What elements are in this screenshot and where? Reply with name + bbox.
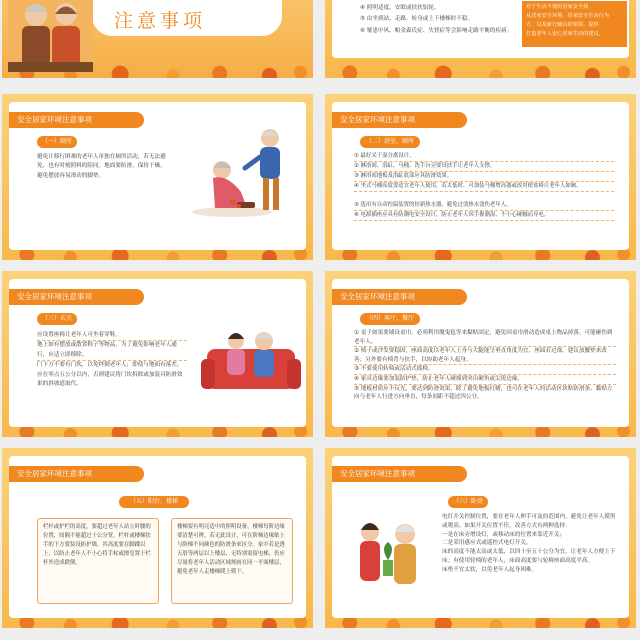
elderly-couple-photo [8,0,93,72]
slide-4-card [332,102,629,250]
side-line-3: 方，以及新行辅具的要领、提供 [526,22,599,28]
living-item-2: ② 椅子或沙发要稳固，座面高度以老年人上身与大腿能呈垂直角度为宜，座面若过深，建议放腰垫来改善；另外要有椅背与扶手，以协助老年人起身。 [354,347,616,365]
slide-2-card [332,0,629,58]
slide-2-notes[interactable] [325,0,636,78]
couple-on-sofa-illustration [201,319,301,403]
slide-8-card [332,456,629,618]
bath-item-5: ⑤ 选用有自动控温装置的恒新热水器，避免过烫热水烫伤老年人。 [354,201,614,211]
side-line-2: 从居家安全环境、居家安全生活行为 [526,13,610,19]
slide-3-subtitle: （一）厕所 [37,136,77,148]
bedroom-line-5: 床垫不宜太软，以免老年人起身困难。 [442,566,538,573]
bath-item-2: ② 淋浴间、浴缸、马桶、洗手台旁要设扶手让老年人支撑。 [354,162,614,172]
bedroom-line-1: 电灯开关控制位置，要在老年人伸手可及的范围内，避免让老年人摸黑或爬高。如果开关位置不佳，改善方式有两种选择： [442,514,616,529]
slide-6-list [354,329,616,402]
slide-7-subtitle: （五）阳台、楼梯 [119,496,189,508]
elderly-couple-illustration [350,512,430,596]
bedroom-line-3: 二是采用感应式或遥控式电灯开关。 [442,540,532,547]
fallen-elderly-illustration [187,122,299,226]
side-note-box [522,1,627,47]
slide-4-subtitle: （二）浴室、厕所 [360,136,420,148]
bath-item-4: ④ 坐式马桶高度要适宜老年人使用，若太低时，可加装马桶增高器或改用便盆椅让老年人如厕。 [354,182,614,192]
slide-4-bathroom[interactable] [325,94,636,260]
slide-5-list [37,331,187,389]
slide-8-header: 安全居家环境注意事项 [332,466,467,482]
slide-5-header: 安全居家环境注意事项 [9,289,144,305]
slide-6-card [332,279,629,427]
slide-3-card [9,102,306,250]
slide-6-subtitle: （四）客厅、餐厅 [360,313,420,325]
slide-8-text [442,513,620,575]
slide-8-bedroom[interactable] [325,448,636,628]
slide-6-header: 安全居家环境注意事项 [332,289,467,305]
slide-4-list [354,152,614,248]
slide-5-card [9,279,306,427]
balcony-text-left: 栏杆或护栏的高度，要超过老年人站立时腰的位置，间隔不能超过十公分宽，栏杆或楼梯扶手的下方要装设防护墙，其高度要在脚踝以上，以防止老年人不小心将手杖或擦皂置于栏杆外造成跌倒。 [37,518,159,604]
slide-4-header: 安全居家环境注意事项 [332,112,467,128]
slide-8-subtitle: （六）卧房 [448,496,488,508]
entrance-item-2: 地上如有摆放或散置鞋子等物品，为了避免影响老年人通行，应适立即移除。 [37,341,187,361]
living-item-4: ④ 家具边缘要加装防护垫，防止老年人碰撞到突出硬角或尖锐边缘。 [354,375,616,385]
bedroom-line-4: 床的高度不能太高或太低，以四十至五十公分为宜，让老年人方便上下床；有使用轮椅的老年人，床面高度要与轮椅座面高度平高。 [442,549,616,564]
living-item-3: ③ 不要使用转椅或活动式摇椅。 [354,365,616,375]
slide-5-entrance[interactable] [2,271,313,437]
slide-7-card [9,456,306,618]
bath-item-6: ⑥ 电源插座应具有防潮电安全设计，防止老年人因手握潮湿、不小心碰触而导电。 [354,211,614,221]
slide-5-subtitle: （三）玄关 [37,313,77,325]
slide-3-header: 安全居家环境注意事项 [9,112,144,128]
slide-7-header: 安全居家环境注意事项 [9,466,144,482]
slide-3-toilet[interactable] [2,94,313,260]
bath-item-3: ③ 淋浴间地板及浴缸底部应具防滑效果。 [354,172,614,182]
slide-1-title[interactable] [2,0,313,78]
entrance-item-1: 应设置座椅让老年人可坐着穿鞋。 [37,331,187,341]
slide-title: 注意事项 [114,10,207,32]
note-line-5: ⑤ 由坐到站、走路、转身或上下楼梯时不稳。 [360,16,474,22]
side-line-4: 打造老年人安心居家生活的建议。 [526,31,604,37]
slide-6-living[interactable] [325,271,636,437]
slide-3-text: 避免让移行困难的老年人单独在厕所活动，若无法避免，也有时刻照料的陪同。地面要防滑，保持干燥，避免摆放容易滑动的脚垫。 [37,154,166,179]
bath-item-1: ① 最好采干湿分离设计。 [354,152,614,162]
living-item-5: ⑤ 地板材质应不反光，要达到防滑效果，除了避免地板打蜡，也可在老年人的活动区块贴防滑条、黏贴方向与老年人行进方向垂直，每条间距不超过四公分。 [354,385,613,401]
balcony-text-right: 楼梯要有明亮适中的照明设备，楼梯每阶边缘要清楚可辨，若无此设计，可在阶梯边缘贴上与阶梯不同颜色的防滑条来区分。家中若是透天厝等两层以上楼层，无特别需留电梯，仍应尽量将老年人活动区域规画在同一平面楼层，避免老年人走楼梯爬上爬下。 [171,518,293,604]
note-line-4: ④ 照明适度，安眠或扶扶铝轮。 [360,5,440,11]
slide-7-balcony[interactable] [2,448,313,628]
living-item-1: ① 桌子如果要铺设桌巾，必须利用魔鬼毡等来黏贴固定，避免因桌巾滑动造成桌上物品掉落，可能砸伤到老年人。 [354,329,616,347]
side-line-1: 对于生活不便的居家安全须 [526,4,589,10]
entrance-item-3: 门下方不要有门坎，以免绊倒老年人；即使与地面有落差，应在零点五公分以内，否则建议将门坎拆除或加装具防滑效果的斜坡道取代。 [37,362,183,388]
bedroom-line-2: 一是在床旁增设灯，或移动床的位置来靠近开关； [442,531,566,538]
note-line-6: ⑥ 罹患中风、帕金森氏症、失智症等会影响走路平衡的疾病。 [360,28,513,34]
